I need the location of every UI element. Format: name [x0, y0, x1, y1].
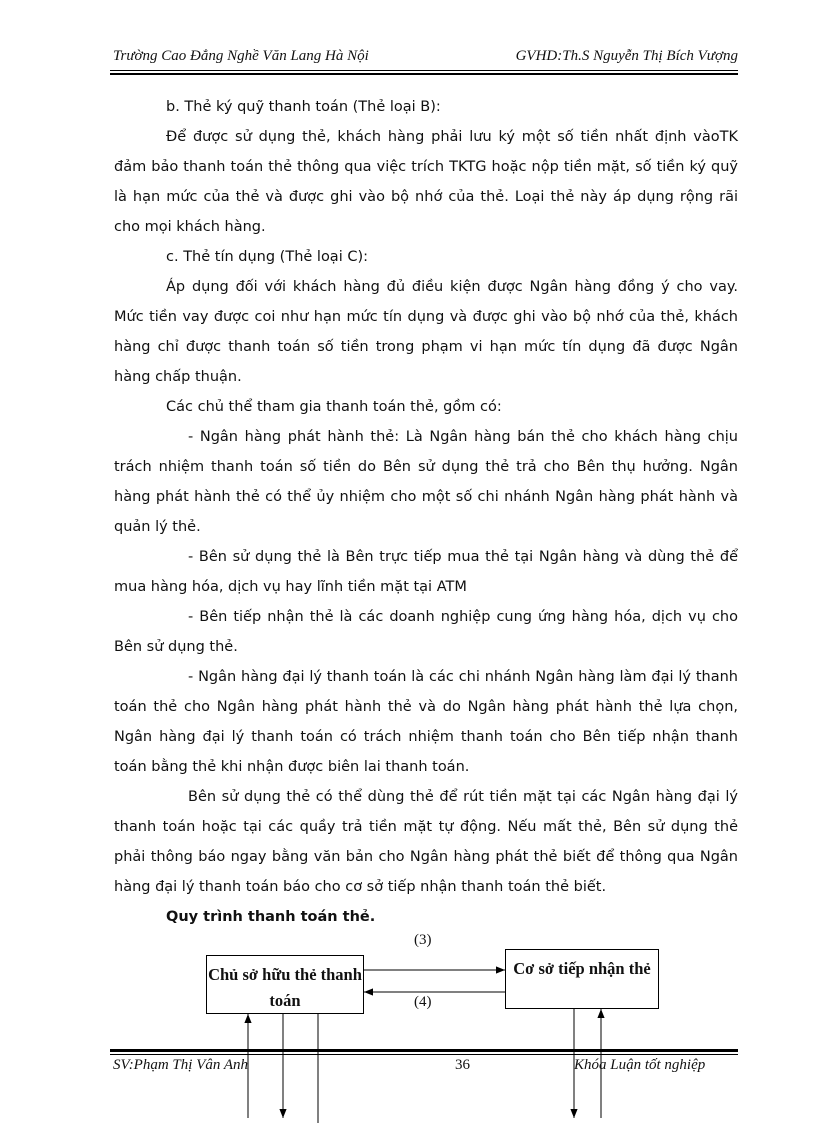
paragraph-b-heading: b. Thẻ ký quỹ thanh toán (Thẻ loại B): — [166, 99, 441, 115]
paragraph-c-heading: c. Thẻ tín dụng (Thẻ loại C): — [166, 249, 369, 265]
label-step-3: (3) — [414, 932, 432, 948]
paragraph-c-body: Áp dụng đối với khách hàng đủ điều kiện được Ngân hàng đồng ý cho vay. Mức tiền vay được coi như hạn mức tín dụng và được ghi vào bộ nhớ của thẻ, khách hàng chỉ được thanh toán số tiền trong phạm vi hạn mức tín dụng đã được Ngân hàng chấp thuận. — [114, 279, 738, 385]
header-rule — [110, 70, 738, 75]
footer-doc-type: Khóa Luận tốt nghiệp — [574, 1057, 706, 1073]
section-heading-process: Quy trình thanh toán thẻ. — [166, 909, 376, 925]
header-advisor: GVHD:Th.S Nguyễn Thị Bích Vượng — [515, 48, 738, 64]
document-body — [114, 92, 738, 932]
box-merchant: Cơ sở tiếp nhận thẻ — [505, 949, 659, 1009]
page-number: 36 — [455, 1057, 470, 1073]
header-school: Trường Cao Đẳng Nghề Văn Lang Hà Nội — [113, 48, 369, 64]
footer-student: SV:Phạm Thị Vân Anh — [113, 1057, 248, 1073]
paragraph-cardholder: - Bên sử dụng thẻ là Bên trực tiếp mua thẻ tại Ngân hàng và dùng thẻ để mua hàng hóa, dịch vụ hay lĩnh tiền mặt tại ATM — [114, 549, 738, 595]
label-step-4: (4) — [414, 994, 432, 1010]
paragraph-participants-intro: Các chủ thể tham gia thanh toán thẻ, gồm có: — [166, 399, 502, 415]
paragraph-lost-card: Bên sử dụng thẻ có thể dùng thẻ để rút tiền mặt tại các Ngân hàng đại lý thanh toán hoặc tại các quầy trả tiền mặt tự động. Nếu mất thẻ, Bên sử dụng thẻ phải thông báo ngay bằng văn bản cho Ngân hàng phát thẻ biết để thông qua Ngân hàng đại lý thanh toán báo cho cơ sở tiếp nhận thanh toán thẻ biết. — [114, 789, 738, 895]
footer-rule — [110, 1049, 738, 1055]
paragraph-issuer: - Ngân hàng phát hành thẻ: Là Ngân hàng bán thẻ cho khách hàng chịu trách nhiệm thanh toán số tiền do Bên sử dụng thẻ trả cho Bên thụ hưởng. Ngân hàng phát hành thẻ có thể ủy nhiệm cho một số chi nhánh Ngân hàng phát hành và quản lý thẻ. — [114, 429, 738, 535]
paragraph-b-body: Để được sử dụng thẻ, khách hàng phải lưu ký một số tiền nhất định vàoTK đảm bảo thanh toán thẻ thông qua việc trích TKTG hoặc nộp tiền mặt, số tiền ký quỹ là hạn mức của thẻ và được ghi vào bộ nhớ của thẻ. Loại thẻ này áp dụng rộng rãi cho mọi khách hàng. — [114, 129, 738, 235]
paragraph-merchant: - Bên tiếp nhận thẻ là các doanh nghiệp cung ứng hàng hóa, dịch vụ cho Bên sử dụng thẻ. — [114, 609, 738, 655]
paragraph-agent-bank: - Ngân hàng đại lý thanh toán là các chi nhánh Ngân hàng làm đại lý thanh toán thẻ cho Ngân hàng phát hành thẻ và do Ngân hàng phát hành thẻ lựa chọn, Ngân hàng đại lý thanh toán có trách nhiệm thanh toán cho Bên tiếp nhận thanh toán bằng thẻ khi nhận được biên lai thanh toán. — [114, 669, 738, 775]
box-cardholder: Chủ sở hữu thẻ thanh toán — [206, 955, 364, 1014]
